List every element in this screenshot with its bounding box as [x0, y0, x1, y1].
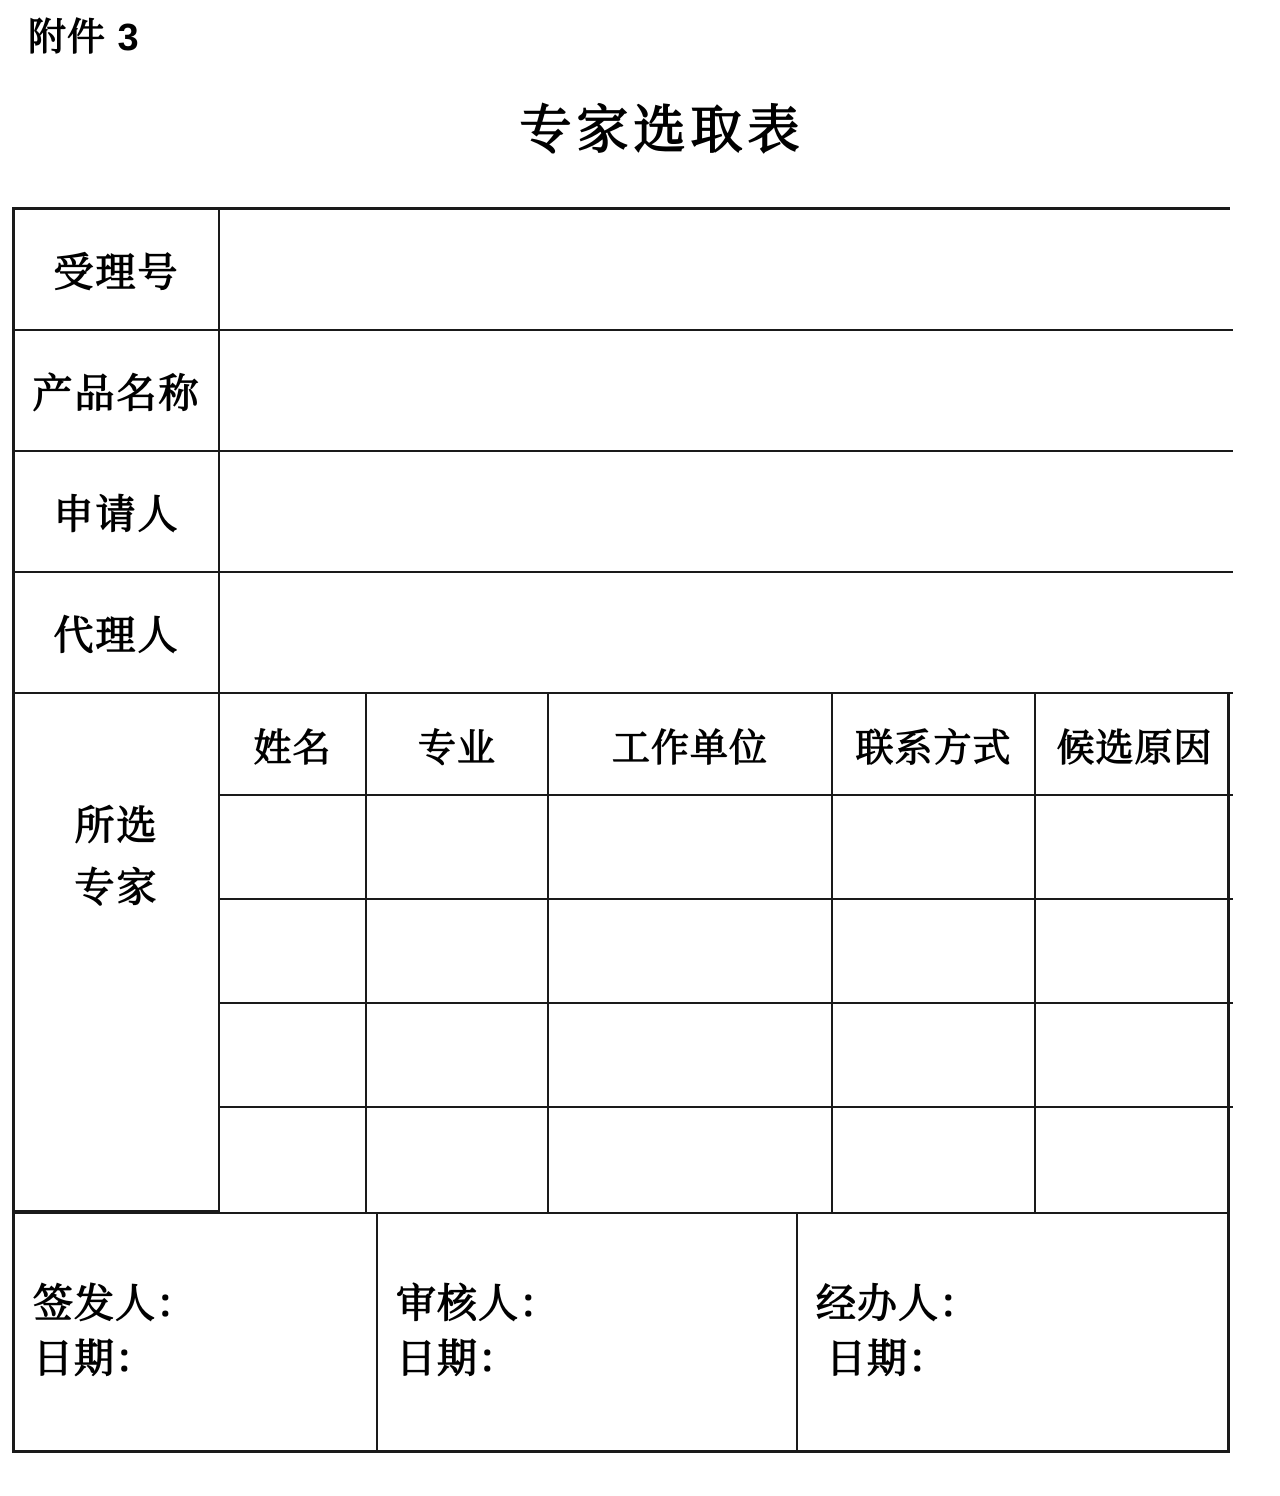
- issuer-date-label: 日期：: [33, 1337, 156, 1381]
- form-row-agent: [15, 573, 1233, 694]
- agent-label: 代理人: [15, 573, 220, 694]
- expert-contact-cell: [833, 900, 1036, 1004]
- handler-cell: [796, 1214, 1227, 1450]
- experts-col-reason: 候选原因: [1036, 694, 1233, 796]
- expert-reason-cell: [1036, 796, 1233, 900]
- reviewer-date-label: 日期：: [396, 1337, 519, 1381]
- document-title: 专家选取表: [519, 102, 805, 160]
- expert-work-unit-cell: [549, 796, 833, 900]
- handler-date-label: 日期：: [826, 1337, 949, 1381]
- expert-work-unit-cell: [549, 900, 833, 1004]
- expert-contact-cell: [833, 796, 1036, 900]
- expert-reason-cell: [1036, 1004, 1233, 1108]
- expert-specialty-cell: [367, 1004, 549, 1108]
- experts-col-name: 姓名: [220, 694, 367, 796]
- experts-col-specialty: 专业: [367, 694, 549, 796]
- signature-row: [15, 1212, 1227, 1450]
- form-row-acceptance-number: [15, 210, 1233, 331]
- experts-col-contact: 联系方式: [833, 694, 1036, 796]
- experts-header-row: [15, 694, 1233, 796]
- reviewer-label: 审核人：: [396, 1281, 560, 1326]
- expert-specialty-cell: [367, 796, 549, 900]
- expert-reason-cell: [1036, 1108, 1233, 1212]
- form-table: [15, 210, 1233, 1212]
- handler-label: 经办人：: [816, 1281, 980, 1326]
- issuer-cell: [15, 1214, 376, 1450]
- selected-experts-label-line2: 专家: [74, 866, 159, 910]
- applicant-value-cell: [220, 452, 1233, 573]
- expert-name-cell: [220, 900, 367, 1004]
- expert-contact-cell: [833, 1004, 1036, 1108]
- issuer-label: 签发人：: [33, 1281, 197, 1326]
- selected-experts-label-line1: 所选: [74, 804, 159, 848]
- acceptance-number-label: 受理号: [15, 210, 220, 331]
- expert-name-cell: [220, 1108, 367, 1212]
- form-row-product-name: [15, 331, 1233, 452]
- reviewer-cell: [376, 1214, 796, 1450]
- form-row-applicant: [15, 452, 1233, 573]
- expert-work-unit-cell: [549, 1004, 833, 1108]
- experts-col-work-unit: 工作单位: [549, 694, 833, 796]
- expert-name-cell: [220, 1004, 367, 1108]
- expert-work-unit-cell: [549, 1108, 833, 1212]
- expert-selection-form: [12, 207, 1230, 1453]
- expert-name-cell: [220, 796, 367, 900]
- selected-experts-label: [15, 694, 220, 1212]
- product-name-label: 产品名称: [15, 331, 220, 452]
- applicant-label: 申请人: [15, 452, 220, 573]
- expert-contact-cell: [833, 1108, 1036, 1212]
- agent-value-cell: [220, 573, 1233, 694]
- expert-specialty-cell: [367, 1108, 549, 1212]
- selected-experts-label-stack: [15, 795, 218, 919]
- expert-reason-cell: [1036, 900, 1233, 1004]
- acceptance-number-value-cell: [220, 210, 1233, 331]
- expert-specialty-cell: [367, 900, 549, 1004]
- attachment-label: 附件 3: [28, 17, 140, 59]
- product-name-value-cell: [220, 331, 1233, 452]
